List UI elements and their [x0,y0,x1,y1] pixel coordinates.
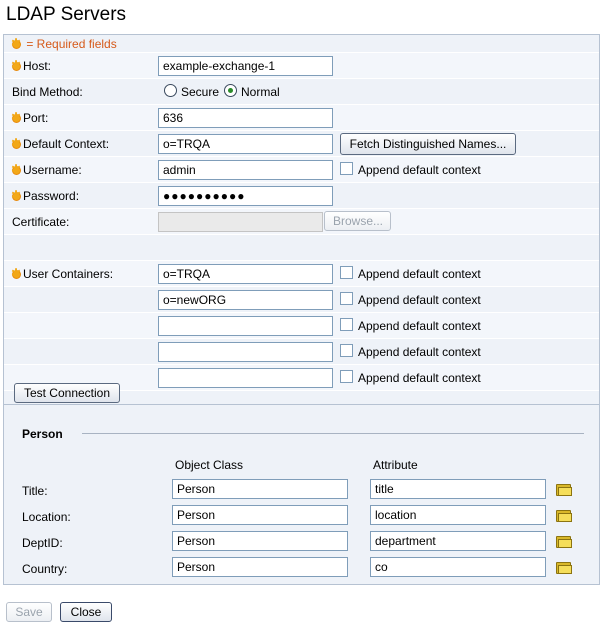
bind-secure-label[interactable]: Secure [181,85,220,99]
required-star-icon [12,192,21,201]
attribute-input-deptid[interactable] [370,531,546,551]
save-button[interactable]: Save [6,602,52,622]
port-row [4,105,599,131]
port-input[interactable] [158,108,333,128]
ldap-server-form [3,34,600,405]
user-container-append-label-4[interactable]: Append default context [358,345,481,359]
user-container-append-label-2[interactable]: Append default context [358,293,481,307]
user-container-input-3[interactable] [158,316,333,336]
attribute-input-title[interactable] [370,479,546,499]
user-container-append-checkbox-2[interactable] [340,292,353,305]
required-note: ✱ = Required fields [12,37,117,51]
username-append-label[interactable]: Append default context [358,163,481,177]
object-class-input-country[interactable] [172,557,348,577]
certificate-row [4,209,599,235]
object-class-input-title[interactable] [172,479,348,499]
test-connection-button[interactable]: Test Connection [14,383,120,403]
required-star-icon [12,140,21,149]
folder-icon[interactable] [556,482,572,496]
port-label: Port: [23,111,49,125]
host-input[interactable] [158,56,333,76]
user-container-input-5[interactable] [158,368,333,388]
user-container-append-checkbox-5[interactable] [340,370,353,383]
user-container-row-1 [4,261,599,287]
password-label: Password: [23,189,80,203]
fetch-dn-button[interactable]: Fetch Distinguished Names... [340,133,516,155]
user-container-append-checkbox-3[interactable] [340,318,353,331]
person-mapping-panel [3,405,600,585]
attribute-header: Attribute [373,458,418,472]
user-container-append-checkbox-1[interactable] [340,266,353,279]
password-input[interactable] [158,186,333,206]
user-container-append-label-1[interactable]: Append default context [358,267,481,281]
close-button[interactable]: Close [60,602,112,622]
attribute-input-location[interactable] [370,505,546,525]
folder-icon[interactable] [556,534,572,548]
user-container-row-4 [4,339,599,365]
person-row-label-country: Country: [22,562,68,576]
browse-button[interactable]: Browse... [324,211,391,231]
bind-secure-radio[interactable] [164,84,177,97]
certificate-label: Certificate: [12,215,70,229]
default-context-row [4,131,599,157]
host-row [4,53,599,79]
person-row-label-location: Location: [22,510,71,524]
username-label: Username: [23,163,82,177]
user-container-row-2 [4,287,599,313]
object-class-header: Object Class [175,458,244,472]
username-row [4,157,599,183]
required-star-icon [12,40,21,49]
object-class-input-deptid[interactable] [172,531,348,551]
user-containers-label: User Containers: [23,267,114,281]
bind-method-label: Bind Method: [12,85,83,99]
username-append-checkbox[interactable] [340,162,353,175]
page-title: LDAP Servers [6,4,127,25]
person-row-label-title: Title: [22,484,48,498]
user-container-row-3 [4,313,599,339]
section-divider [82,433,584,434]
folder-icon[interactable] [556,560,572,574]
user-container-input-4[interactable] [158,342,333,362]
bind-normal-radio[interactable] [224,84,237,97]
user-container-append-label-5[interactable]: Append default context [358,371,481,385]
default-context-input[interactable] [158,134,333,154]
folder-icon[interactable] [556,508,572,522]
password-row [4,183,599,209]
person-row-label-deptid: DeptID: [22,536,63,550]
username-input[interactable] [158,160,333,180]
attribute-input-country[interactable] [370,557,546,577]
required-star-icon [12,114,21,123]
required-star-icon [12,62,21,71]
required-fields-row [4,35,599,53]
user-container-input-1[interactable] [158,264,333,284]
person-section-title: Person [22,427,63,441]
host-label: Host: [23,59,52,73]
bind-normal-label[interactable]: Normal [241,85,280,99]
user-container-append-checkbox-4[interactable] [340,344,353,357]
required-star-icon [12,270,21,279]
user-container-input-2[interactable] [158,290,333,310]
required-star-icon [12,166,21,175]
spacer-row [4,235,599,261]
bind-method-row [4,79,599,105]
certificate-input[interactable] [158,212,323,232]
object-class-input-location[interactable] [172,505,348,525]
user-container-append-label-3[interactable]: Append default context [358,319,481,333]
default-context-label: Default Context: [23,137,110,151]
